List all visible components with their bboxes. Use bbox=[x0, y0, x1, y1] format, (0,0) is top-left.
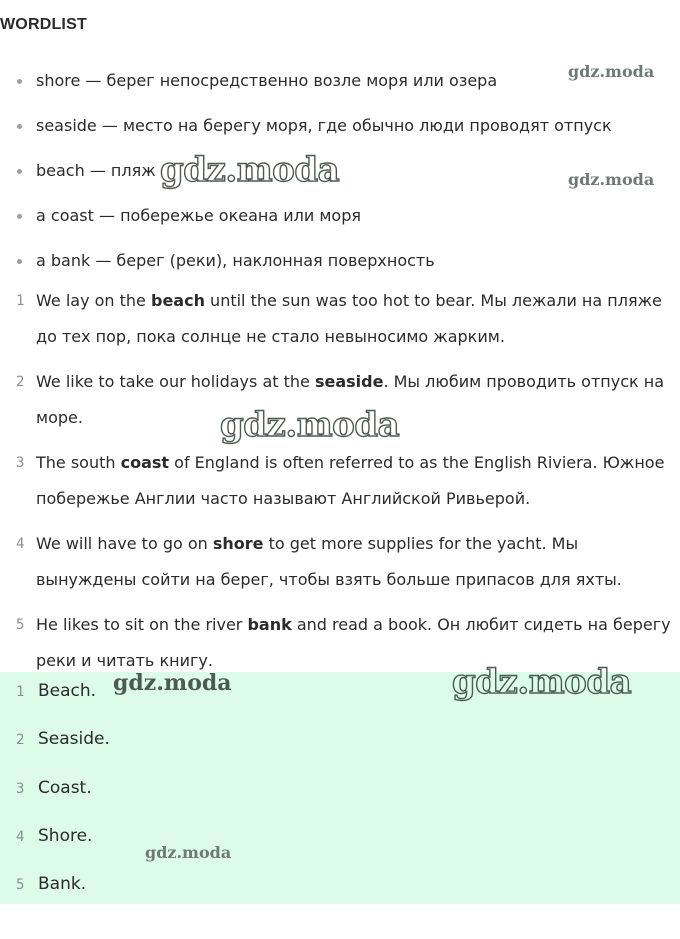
item-number: 1 bbox=[16, 293, 25, 309]
wordlist-entry: a bank — берег (реки), наклонная поверхность bbox=[36, 251, 435, 270]
watermark: gdz.moda bbox=[568, 62, 655, 81]
sentence-part: We will have to go on bbox=[36, 534, 213, 553]
key-word: shore bbox=[212, 534, 264, 553]
key-word: coast bbox=[120, 453, 170, 472]
sentence-part: and read a book. Он любит сидеть на берегу реки и читать книгу. bbox=[36, 615, 671, 670]
example-sentences bbox=[0, 283, 680, 679]
list-item bbox=[0, 283, 680, 364]
answer-text: Coast. bbox=[38, 777, 92, 798]
item-number: 4 bbox=[16, 828, 25, 845]
list-item bbox=[0, 872, 680, 920]
watermark: gdz.moda bbox=[220, 405, 400, 445]
answers-list bbox=[0, 679, 680, 920]
item-number: 4 bbox=[16, 536, 25, 552]
sentence-part: He likes to sit on the river bbox=[36, 615, 248, 634]
list-item bbox=[0, 205, 680, 250]
list-item bbox=[0, 824, 680, 872]
key-word: bank bbox=[247, 615, 292, 634]
key-word: beach bbox=[150, 291, 205, 310]
watermark: gdz.moda bbox=[160, 150, 340, 190]
watermark: gdz.moda bbox=[568, 170, 655, 189]
bullet-icon bbox=[17, 169, 22, 174]
example-text bbox=[36, 445, 672, 517]
bullet-icon bbox=[17, 214, 22, 219]
item-number: 2 bbox=[16, 374, 25, 390]
sentence-part: The south bbox=[36, 453, 121, 472]
list-item bbox=[0, 445, 680, 526]
sentence-part: We like to take our holidays at the bbox=[36, 372, 315, 391]
sentence-part: to get more supplies for the yacht. Мы вынуждены сойти на берег, чтобы взять больше припасов для яхты. bbox=[36, 534, 622, 589]
example-text bbox=[36, 283, 672, 355]
sentence-part: of England is often referred to as the English Riviera. Южное побережье Англии часто называют Английской Ривьерой. bbox=[36, 453, 665, 508]
wordlist-entry: a coast — побережье океана или моря bbox=[36, 206, 361, 225]
example-text bbox=[36, 526, 672, 598]
item-number: 1 bbox=[16, 684, 25, 700]
list-item bbox=[0, 526, 680, 607]
watermark: gdz.moda bbox=[145, 843, 232, 862]
answers-panel bbox=[0, 672, 680, 904]
answer-text: Seaside. bbox=[38, 729, 110, 750]
bullet-icon bbox=[17, 79, 22, 84]
sentence-part: until the sun was too hot to bear. Мы лежали на пляже до тех пор, пока солнце не стало невыносимо жарким. bbox=[36, 291, 662, 346]
key-word: seaside bbox=[314, 372, 384, 391]
bullet-icon bbox=[17, 124, 22, 129]
wordlist-entry: seaside — место на берегу моря, где обычно люди проводят отпуск bbox=[36, 116, 612, 135]
list-item bbox=[0, 727, 680, 775]
bullet-icon bbox=[17, 259, 22, 264]
sentence-part: . Мы любим проводить отпуск на море. bbox=[36, 372, 665, 427]
item-number: 3 bbox=[16, 455, 25, 471]
wordlist-entry: shore — берег непосредственно возле моря или озера bbox=[36, 71, 498, 90]
watermark: gdz.moda bbox=[113, 670, 232, 696]
answer-text: Bank. bbox=[38, 874, 87, 895]
list-item bbox=[0, 115, 680, 160]
answer-text: Beach. bbox=[38, 681, 97, 701]
watermark: gdz.moda bbox=[452, 662, 632, 702]
sentence-part: We lay on the bbox=[36, 291, 151, 310]
item-number: 2 bbox=[16, 732, 25, 749]
wordlist-entry: beach — пляж bbox=[36, 161, 156, 180]
item-number: 3 bbox=[16, 780, 25, 797]
item-number: 5 bbox=[16, 877, 25, 894]
wordlist-heading: WORDLIST bbox=[0, 16, 87, 33]
item-number: 5 bbox=[16, 617, 25, 633]
answer-text: Shore. bbox=[38, 825, 93, 846]
list-item bbox=[0, 776, 680, 824]
